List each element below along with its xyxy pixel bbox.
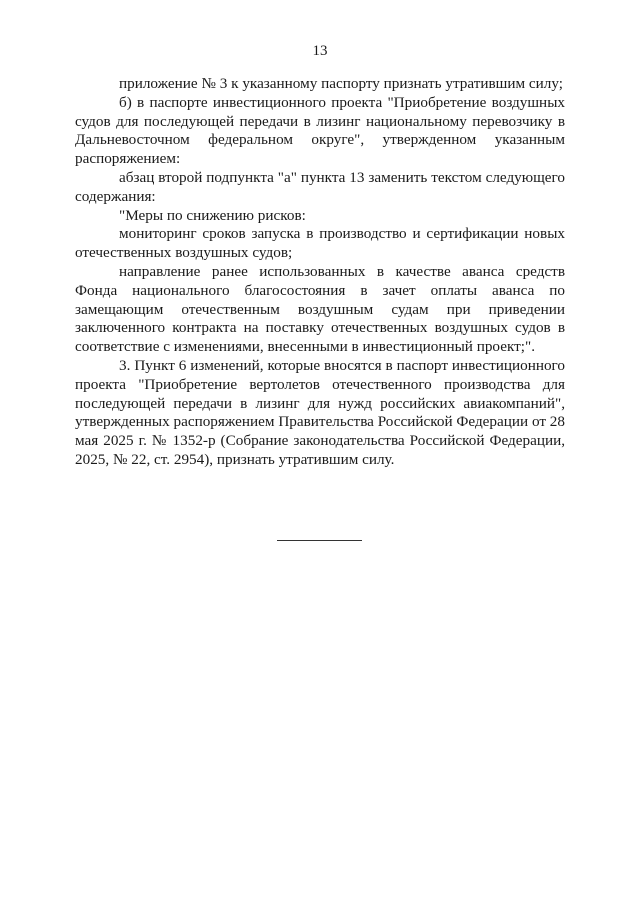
paragraph-monitoring: мониторинг сроков запуска в производство и сертификации новых отечественных воздушных судов; bbox=[75, 225, 565, 262]
document-body bbox=[75, 75, 565, 470]
paragraph-item-b: б) в паспорте инвестиционного проекта "Приобретение воздушных судов для последующей передачи в лизинг национальному перевозчику в Дальневосточном федеральном округе", утвержденном указанным распоряжением: bbox=[75, 93, 565, 168]
paragraph-advance-funds: направление ранее использованных в качестве аванса средств Фонда национального благосостояния в зачет оплаты аванса по замещающим отечественным воздушным судам при приведении заключенного контракта на поставку отечественных воздушных судов в соответствие с изменениями, внесенными в инвестиционный проект;". bbox=[75, 262, 565, 356]
paragraph-item-3: 3. Пункт 6 изменений, которые вносятся в паспорт инвестиционного проекта "Приобретение вертолетов отечественного производства для последующей передачи в лизинг для нужд российских авиакомпаний", утвержденных распоряжением Правительства Российской Федерации от 28 мая 2025 г. № 1352-р (Собрание законодательства Российской Федерации, 2025, № 22, ст. 2954), признать утратившим силу. bbox=[75, 356, 565, 468]
page-number: 13 bbox=[312, 43, 328, 59]
paragraph-replace-instruction: абзац второй подпункта "а" пункта 13 заменить текстом следующего содержания: bbox=[75, 168, 565, 205]
paragraph-risk-measures-heading: "Меры по снижению рисков: bbox=[119, 206, 306, 224]
paragraph-appendix-3: приложение № 3 к указанному паспорту признать утратившим силу; bbox=[119, 75, 563, 92]
closing-separator-line bbox=[277, 540, 362, 541]
